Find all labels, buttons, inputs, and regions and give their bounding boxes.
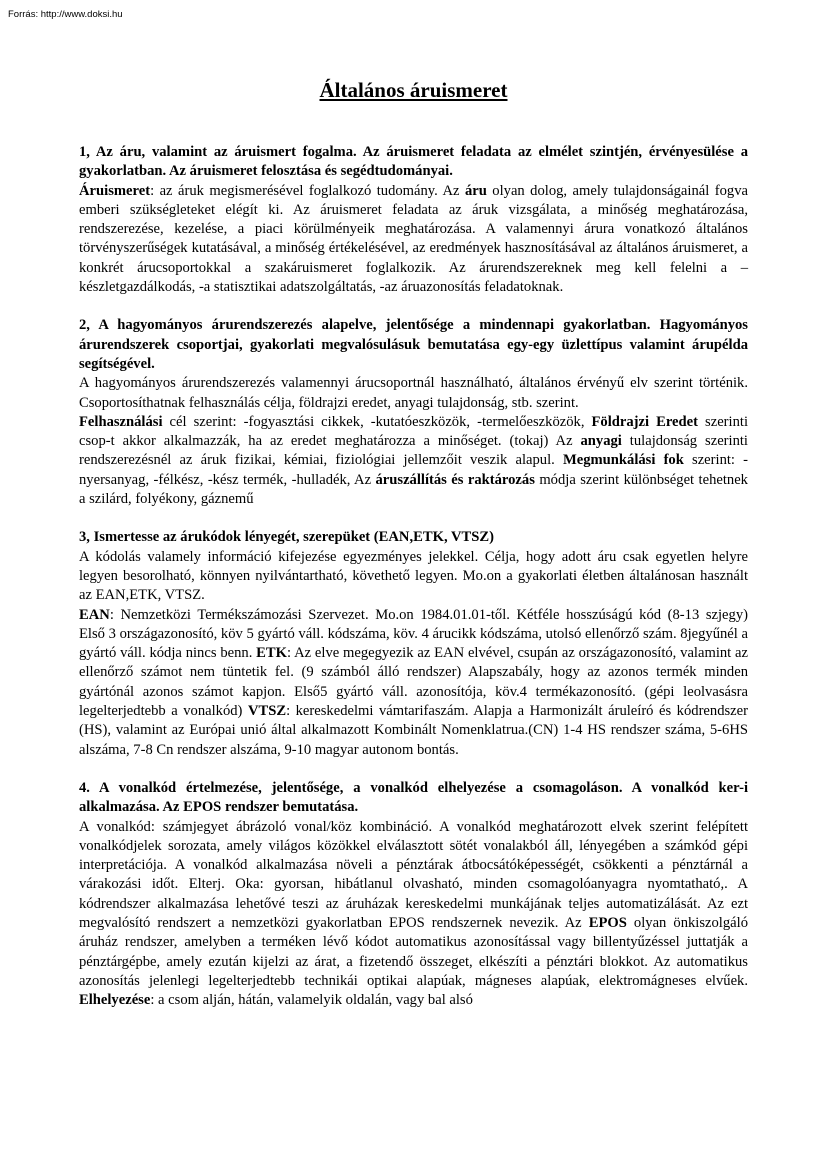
term-etk: ETK xyxy=(256,645,287,662)
term-epos: EPOS xyxy=(588,914,627,931)
section-1-paragraph: Áruismeret: az áruk megismerésével foglalkozó tudomány. Az áru olyan dolog, amely tulajdonságainál fogva emberi szükségleteket elégít ki. Az áruismeret feladata az áruk vizsgálata, a minőség meghatározása, rendszerezése, kezelése, a piaci körülményeik meghatározása. A valamennyi árura vonatkozó általános törvényszerűségek kutatásával, a minőség értékelésével, az eredmények hasznosításával az általános áruismeret, a konkrét árucsoportokkal a szakáruismeret foglalkozik. Az árurendszereknek meg kell felelni a –készletgazdálkodás, -a statisztikai adatszolgáltatás, -az áruazonosítás feladatoknak. xyxy=(79,182,748,296)
section-4-paragraph: A vonalkód: számjegyet ábrázoló vonal/köz kombináció. A vonalkód meghatározott elvek szerint felépített vonalkódjelek sorozata, amely világos közökkel elválasztott sötét vonalakból áll, lényegében a számkód gépi interpretációja. A vonalkód alkalmazása növeli a pénztárak átbocsátóképességét, csökkenti a pénztárnál a várakozási időt. Elterj. Oka: gyorsan, hibátlanul olvasható, minden csomagolóanyagra nyomtatható,. A kódrendszer alkalmazása lehetővé teszi az áruházak kereskedelmi munkájának teljes automatizálását. Az ezt megvalósító rendszert a nemzetközi gyakorlatban EPOS rendszernek nevezik. Az EPOS olyan önkiszolgáló áruház rendszer, amelyben a terméken lévő kódot automatikus azonosítással vagy billentyűzéssel juttatják a pénztárgépbe, amely ezután kijelzi az árat, a fizetendő összeget, elkészíti a pénztári blokkot. Az automatikus azonosítás jelenlegi legelterjedtebb technikái optikai alapúak, mágneses alapúak, elektromágneses elvűek. Elhelyezése: a csom alján, hátán, valamelyik oldalán, vagy bal alsó xyxy=(79,818,748,1009)
term-aruszallitas: áruszállítás és raktározás xyxy=(375,471,535,488)
term-aruismeret: Áruismeret xyxy=(79,182,151,199)
section-1-question: 1, Az áru, valamint az áruismert fogalma. Az áruismeret feladata az elmélet szintjén, érvényesülése a gyakorlatban. Az áruismeret felosztása és segédtudományai. xyxy=(79,144,748,180)
section-3-paragraph-2: EAN: Nemzetközi Termékszámozási Szervezet. Mo.on 1984.01.01-től. Kétféle hosszúságú kód (8-13 szjegy) Első 3 országazonosító, köv 5 gyártó váll. kódszáma, köv. 4 árucikk kódszáma, utolsó ellenőrző szám. 8jegyűnél a gyártó váll. kódja nincs benn. ETK: Az elve megegyezik az EAN elvével, csupán az országazonosító, valamint az ellenőrző számot nem tüntetik fel. (9 számból álló rendszer) Alapszabály, hogy az azonos termék minden gyártónál azonos számot kapjon. Első5 gyártó váll. azonosítója, köv.4 termékazonosító. (gépi leolvasásra legelterjedtebb a vonalkód) VTSZ: kereskedelmi vámtarifaszám. Alapja a Harmonizált áruleíró és kódrendszer (HS), valamint az Európai unió által alkalmazott Kombinált Nomenklatrua.(CN) 1-4 HS rendszer száma, 5-6HS alszáma, 7-8 Cn rendszer alszáma, 9-10 magyar autonom bontás. xyxy=(79,606,748,758)
section-3-paragraph-1: A kódolás valamely információ kifejezése egyezményes jelekkel. Célja, hogy adott áru csak egyetlen helyre legyen besorolható, könnyen nyilvántartható, követhető legyen. Mo.on a gyakorlati életben általánosan használt az EAN,ETK, VTSZ. xyxy=(79,548,748,604)
section-2-paragraph-2: Felhasználási cél szerint: -fogyasztási cikkek, -kutatóeszközök, -termelőeszközök, Földrajzi Eredet szerinti csop-t akkor alkalmazzák, ha az eredet meghatározza a minőséget. (tokaj) Az anyagi tulajdonság szerinti rendszerezésnél az áruk fizikai, kémiai, fiziológiai jellemzőit veszik alapul. Megmunkálási fok szerint: -nyersanyag, -félkész, -kész termék, -hulladék, Az áruszállítás és raktározás módja szerint különbséget tehetnek a szilárd, folyékony, gáznemű xyxy=(79,413,749,508)
term-aru: áru xyxy=(464,182,487,199)
term-foldrajzi-eredet: Földrajzi Eredet xyxy=(591,413,698,430)
page-title: Általános áruismeret xyxy=(319,78,508,102)
section-3 xyxy=(79,528,748,760)
term-anyagi: anyagi xyxy=(580,433,622,450)
section-3-question: 3, Ismertesse az árukódok lényegét, szerepüket (EAN,ETK, VTSZ) xyxy=(79,529,494,546)
term-vtsz: VTSZ xyxy=(247,703,287,720)
term-ean: EAN xyxy=(79,606,110,623)
section-1 xyxy=(79,143,748,297)
source-label: Forrás: http://www.doksi.hu xyxy=(8,9,123,20)
section-4-question: 4. A vonalkód értelmezése, jelentősége, a vonalkód elhelyezése a csomagoláson. A vonalkód ker-i alkalmazása. Az EPOS rendszer bemutatása. xyxy=(79,779,748,816)
section-4 xyxy=(79,779,748,1011)
section-2-paragraph-1: A hagyományos árurendszerezés valamennyi árucsoportnál használható, általános érvényű elv szerint történik. Csoportosíthatnak felhasználás célja, földrajzi eredet, anyagi tulajdonság, stb. szerint. xyxy=(79,375,748,411)
term-megmunkalasi-fok: Megmunkálási fok xyxy=(562,452,684,469)
term-felhasznalasi: Felhasználási xyxy=(79,413,163,430)
term-elhelyezese: Elhelyezése xyxy=(79,992,151,1009)
section-2 xyxy=(79,316,748,509)
section-2-question: 2, A hagyományos árurendszerezés alapelve, jelentősége a mindennapi gyakorlatban. Hagyományos árurendszerek csoportjai, gyakorlati megvalósulásuk bemutatása egy-egy üzlettípus valamint árupélda segítségével. xyxy=(79,317,748,372)
document-body xyxy=(79,143,748,1029)
